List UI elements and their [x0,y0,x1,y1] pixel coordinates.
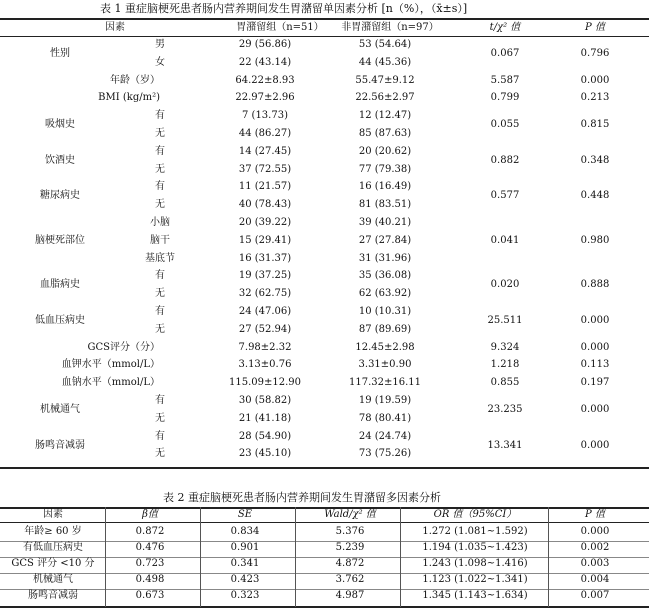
t1-group-b: 78 (80.41) [358,412,412,424]
t1-stat: 25.511 [487,314,523,326]
t2-header-cell: Wald/χ² 值 [324,509,376,520]
t2-cell: 1.345 (1.143~1.634) [422,590,528,601]
t1-header-group-b: 非胃潴留组（n=97） [341,22,439,33]
t1-factor: 血钾水平（mmol/L） [61,359,160,371]
t2-column-divider [200,507,201,607]
t1-sub: 有 [155,306,165,317]
t1-group-b: 20 (20.62) [358,145,412,157]
t1-stat: 5.587 [490,74,520,86]
t1-stat: 0.020 [490,279,520,291]
t1-p: 0.815 [580,119,610,131]
t1-group-b: 35 (36.08) [358,270,412,282]
t1-sub: 无 [155,412,165,424]
t2-cell: 0.000 [580,526,610,537]
t1-factor: 糖尿病史 [40,190,80,202]
t2-header-cell: 因素 [43,509,63,520]
t1-group-b: 81 (83.51) [358,199,412,211]
t1-p: 0.796 [580,47,610,59]
t2-cell: GCS 评分 <10 分 [11,558,95,569]
t1-stat: 0.055 [490,119,520,131]
t2-row-rule [0,557,649,558]
t1-p: 0.197 [580,377,610,389]
t2-cell: 肠鸣音减弱 [28,590,78,601]
t2-header-cell: P 值 [585,509,605,520]
t1-group-b: 24 (24.74) [358,430,412,442]
t2-cell: 3.762 [335,574,365,585]
t1-group-b: 3.31±0.90 [358,359,412,371]
t2-cell: 0.002 [580,542,610,553]
t2-cell: 0.004 [580,574,610,585]
t1-factor: 血钠水平（mmol/L） [61,377,160,389]
t2-column-divider [548,507,549,607]
t1-factor: 饮酒史 [45,154,75,166]
t1-p: 0.348 [580,154,610,166]
t2-row-rule [0,589,649,590]
t2-cell: 1.272 (1.081~1.592) [422,526,528,537]
t1-group-a: 23 (45.10) [238,448,292,460]
t1-factor: 低血压病史 [35,314,85,326]
t2-header-cell: β值 [142,509,158,520]
t1-sub: 有 [155,395,165,406]
t2-cell: 1.194 (1.035~1.423) [422,542,528,553]
t1-sub: 女 [155,56,165,68]
t1-group-b: 31 (31.96) [358,252,412,264]
t2-cell: 0.901 [230,542,260,553]
t2-cell: 0.834 [230,526,260,537]
t2-cell: 0.476 [135,542,165,553]
t2-cell: 年龄≥ 60 岁 [24,526,82,537]
t1-group-b: 62 (63.92) [358,288,412,300]
t1-sub: 小脑 [150,217,170,228]
t1-group-a: 28 (54.90) [238,430,292,442]
t2-column-divider [105,507,106,607]
t1-group-b: 10 (10.31) [358,306,412,317]
t1-factor: 机械通气 [40,403,80,415]
t1-header-stat: t/χ² 值 [489,22,521,33]
t1-sub: 男 [155,39,165,50]
table1-bottom-rule [0,467,649,469]
table2-header-rule [0,522,649,523]
t1-group-b: 44 (45.36) [358,56,412,68]
t1-group-b: 117.32±16.11 [349,377,421,389]
t2-cell: 0.498 [135,574,165,585]
t2-cell: 0.323 [230,590,260,601]
t2-cell: 5.376 [335,526,365,537]
t2-cell: 4.987 [335,590,365,601]
t1-sub: 无 [155,128,165,139]
t1-p: 0.000 [580,439,610,451]
t1-factor: 吸烟史 [45,119,75,131]
t1-sub: 有 [155,145,165,157]
t1-group-a: 32 (62.75) [238,288,292,300]
t1-sub: 有 [155,270,165,282]
t1-stat: 0.041 [490,234,520,246]
t1-group-a: 11 (21.57) [238,181,292,193]
t1-group-a: 44 (86.27) [238,128,292,139]
t1-header-factor: 因素 [105,22,125,33]
t2-row-rule [0,541,649,542]
t1-group-a: 64.22±8.93 [235,74,295,86]
t1-group-b: 16 (16.49) [358,181,412,193]
t1-stat: 13.341 [487,439,523,451]
t1-sub: 无 [155,199,165,211]
t2-cell: 5.239 [335,542,365,553]
t2-column-divider [295,507,296,607]
t1-group-b: 12.45±2.98 [355,341,415,353]
t1-stat: 0.067 [490,47,520,59]
t2-cell: 0.673 [135,590,165,601]
t1-group-a: 24 (47.06) [238,306,292,317]
t1-stat: 23.235 [487,403,523,415]
t2-cell: 1.123 (1.022~1.341) [422,574,528,585]
t1-p: 0.448 [580,190,610,202]
t1-sub: 无 [155,163,165,175]
t1-p: 0.000 [580,74,610,86]
t1-group-b: 73 (75.26) [358,448,412,460]
t1-group-a: 37 (72.55) [238,163,292,175]
table1-header-rule [0,36,649,37]
t1-factor: 肠鸣音减弱 [35,439,85,451]
t2-column-divider [400,507,401,607]
t2-cell: 有低血压病史 [23,542,83,553]
t1-sub: 基底节 [145,252,175,264]
t1-group-b: 85 (87.63) [358,128,412,139]
t1-group-a: 7 (13.73) [242,110,288,122]
t1-group-a: 20 (39.22) [238,217,292,228]
t1-sub: 无 [155,323,165,335]
t1-stat: 1.218 [490,359,520,371]
t1-stat: 0.882 [490,154,520,166]
t1-factor: 年龄（岁） [110,74,160,86]
t1-p: 0.000 [580,314,610,326]
t2-cell: 1.243 (1.098~1.416) [422,558,528,569]
t1-group-a: 22.97±2.96 [235,92,295,104]
t1-group-a: 7.98±2.32 [238,341,292,353]
t1-sub: 有 [155,181,165,193]
t1-sub: 无 [155,448,165,460]
table2-caption: 表 2 重症脑梗死患者肠内营养期间发生胃潴留多因素分析 [163,491,441,504]
t1-p: 0.213 [580,92,610,104]
t1-group-a: 22 (43.14) [238,56,292,68]
t2-cell: 0.423 [230,574,260,585]
t1-group-b: 87 (89.69) [358,323,412,335]
t1-group-b: 12 (12.47) [358,110,412,122]
t2-cell: 0.341 [230,558,260,569]
t1-group-a: 40 (78.43) [238,199,292,211]
t1-header-group-a: 胃潴留组（n=51） [236,22,324,33]
table1-top-rule [0,18,649,20]
t1-group-b: 39 (40.21) [358,217,412,228]
t1-stat: 0.855 [490,377,520,389]
t2-cell: 0.007 [580,590,610,601]
t1-header-p: P 值 [585,22,605,33]
t1-group-a: 29 (56.86) [238,39,292,50]
t1-stat: 0.799 [490,92,520,104]
t2-header-cell: SE [237,509,253,520]
t2-cell: 4.872 [335,558,365,569]
table1-caption: 表 1 重症脑梗死患者肠内营养期间发生胃潴留单因素分析 [n（%），（x̄±s）] [100,2,468,15]
t1-stat: 9.324 [490,341,520,353]
table2-bottom-rule [0,606,649,608]
t1-group-a: 19 (37.25) [238,270,292,282]
t1-group-a: 15 (29.41) [238,234,292,246]
t1-group-b: 77 (79.38) [358,163,412,175]
t2-row-rule [0,573,649,574]
t1-group-b: 53 (54.64) [358,39,412,50]
t1-group-b: 55.47±9.12 [355,74,415,86]
t1-group-b: 22.56±2.97 [355,92,415,104]
t1-group-a: 14 (27.45) [238,145,292,157]
t1-sub: 脑干 [150,234,170,246]
t1-stat: 0.577 [490,190,520,202]
t1-group-a: 16 (31.37) [238,252,292,264]
t2-header-cell: OR 值（95%CI） [433,509,517,520]
t1-p: 0.888 [580,279,610,291]
t1-sub: 无 [155,288,165,300]
t1-group-a: 115.09±12.90 [229,377,301,389]
t1-group-b: 19 (19.59) [358,395,412,406]
t1-factor: BMI (kg/m²) [98,92,160,104]
t1-factor: GCS评分（分） [87,341,160,353]
t1-group-a: 21 (41.18) [238,412,292,424]
t1-group-a: 27 (52.94) [238,323,292,335]
t2-cell: 0.872 [135,526,165,537]
t2-cell: 0.003 [580,558,610,569]
t1-group-a: 3.13±0.76 [238,359,292,371]
t1-factor: 性别 [50,47,70,59]
t1-p: 0.113 [580,359,610,371]
t1-factor: 脑梗死部位 [35,234,85,246]
t1-factor: 血脂病史 [40,279,80,291]
t1-p: 0.980 [580,234,610,246]
t1-group-b: 27 (27.84) [358,234,412,246]
t1-sub: 有 [155,110,165,122]
t2-cell: 0.723 [135,558,165,569]
t1-sub: 有 [155,430,165,442]
t1-p: 0.000 [580,403,610,415]
t1-group-a: 30 (58.82) [238,395,292,406]
t1-p: 0.000 [580,341,610,353]
t2-cell: 机械通气 [33,574,73,585]
